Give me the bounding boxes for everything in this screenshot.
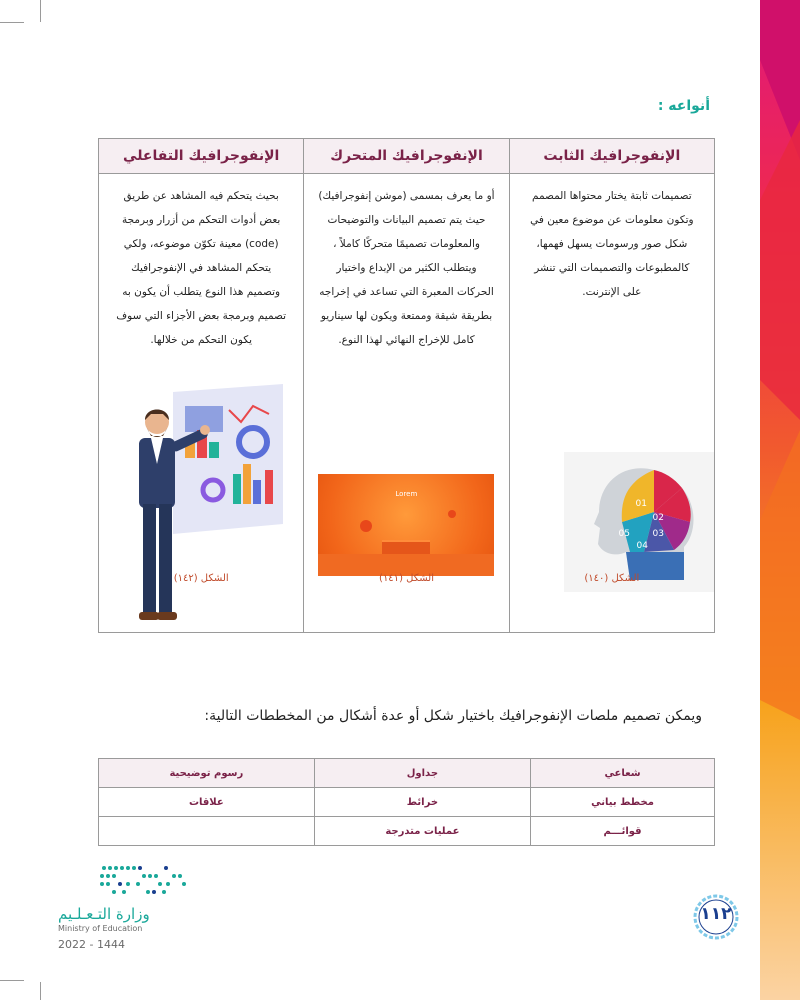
chart-type-cell: علاقات bbox=[99, 788, 315, 817]
crop-mark bbox=[40, 0, 41, 22]
head-infographic-image bbox=[564, 452, 714, 592]
motion-description: أو ما يعرف بمسمى (موشن إنفوجرافيك) حيث يتم تصميم البيانات والتوضيحات والمعلومات تصميمًا متحركًا كاملاً ، ويتطلب الكثير من الإبداع واختيار الحركات المعبرة التي تساعد في إخراجه بطريقة شيقة وممتعة ويكون لها سيناريو كامل للإخراج النهائي لهذا النوع. bbox=[318, 190, 495, 346]
stripe-shapes bbox=[740, 0, 800, 1000]
chart-type-cell: قوائـــم bbox=[531, 817, 715, 846]
intro-sentence: ويمكن تصميم ملصات الإنفوجرافيك باختيار شكل أو عدة أشكال من المخططات التالية: bbox=[204, 708, 702, 724]
cell-static bbox=[509, 174, 714, 633]
screen-ball bbox=[360, 520, 372, 532]
crop-mark bbox=[0, 980, 24, 981]
chart-type-cell bbox=[99, 817, 315, 846]
screen-title: Lorem bbox=[395, 490, 418, 498]
ministry-name-arabic: وزارة التـعـلـيم bbox=[58, 905, 150, 923]
static-description: تصميمات ثابتة يختار محتواها المصمم وتكون معلومات عن موضوع معين في شكل صور ورسومات يسهل فهمها، كالمطبوعات والتصميمات التي تنشر على الإنترنت. bbox=[530, 190, 694, 298]
chart-type-cell: رسوم توضيحية bbox=[99, 759, 315, 788]
page-number: ١١٢ bbox=[700, 904, 732, 924]
screen-ball bbox=[448, 510, 456, 518]
interactive-description: بحيث يتحكم فيه المشاهد عن طريق بعض أدوات التحكم من أزرار وبرمجة (code) معينة تكوّن موضوعه، ولكي يتحكم المشاهد في الإنفوجرافيك وتصميم هذا النوع يتطلب أن يكون به تصميم وبرمجة بعض الأجزاء التي سوف يكون التحكم من خلالها. bbox=[116, 190, 287, 346]
infographic-types-table bbox=[98, 138, 715, 633]
cell-motion bbox=[304, 174, 509, 633]
crop-mark bbox=[40, 982, 41, 1000]
header-motion: الإنفوجرافيك المتحرك bbox=[304, 139, 509, 174]
figure-caption-141: الشكل (١٤١) bbox=[379, 573, 434, 584]
chart-type-cell: خرائط bbox=[314, 788, 530, 817]
head-number-04: 04 bbox=[636, 541, 648, 551]
ministry-logo-icon bbox=[98, 862, 190, 896]
chart-type-cell: عمليات متدرجة bbox=[314, 817, 530, 846]
chart-type-cell: مخطط بياني bbox=[531, 788, 715, 817]
head-number-05: 05 bbox=[618, 529, 630, 539]
figure-caption-142: الشكل (١٤٢) bbox=[173, 573, 229, 584]
motion-screen-image bbox=[318, 474, 494, 576]
chart-types-table bbox=[98, 758, 715, 846]
head-number-02: 02 bbox=[652, 513, 664, 523]
chart-type-cell: جداول bbox=[314, 759, 530, 788]
interactive-dashboard-image bbox=[133, 384, 303, 654]
header-static: الإنفوجرافيك الثابت bbox=[509, 139, 714, 174]
crop-mark bbox=[0, 22, 24, 23]
ministry-name-english: Ministry of Education bbox=[58, 924, 143, 933]
head-number-01: 01 bbox=[635, 499, 647, 509]
chart-type-cell: شعاعي bbox=[531, 759, 715, 788]
figure-caption-140: الشكل (١٤٠) bbox=[584, 573, 640, 584]
edition-years: 2022 - 1444 bbox=[58, 938, 125, 951]
section-title: أنواعه : bbox=[657, 98, 710, 114]
cell-interactive bbox=[99, 174, 304, 633]
header-interactive: الإنفوجرافيك التفاعلي bbox=[99, 139, 304, 174]
head-number-03: 03 bbox=[652, 529, 664, 539]
